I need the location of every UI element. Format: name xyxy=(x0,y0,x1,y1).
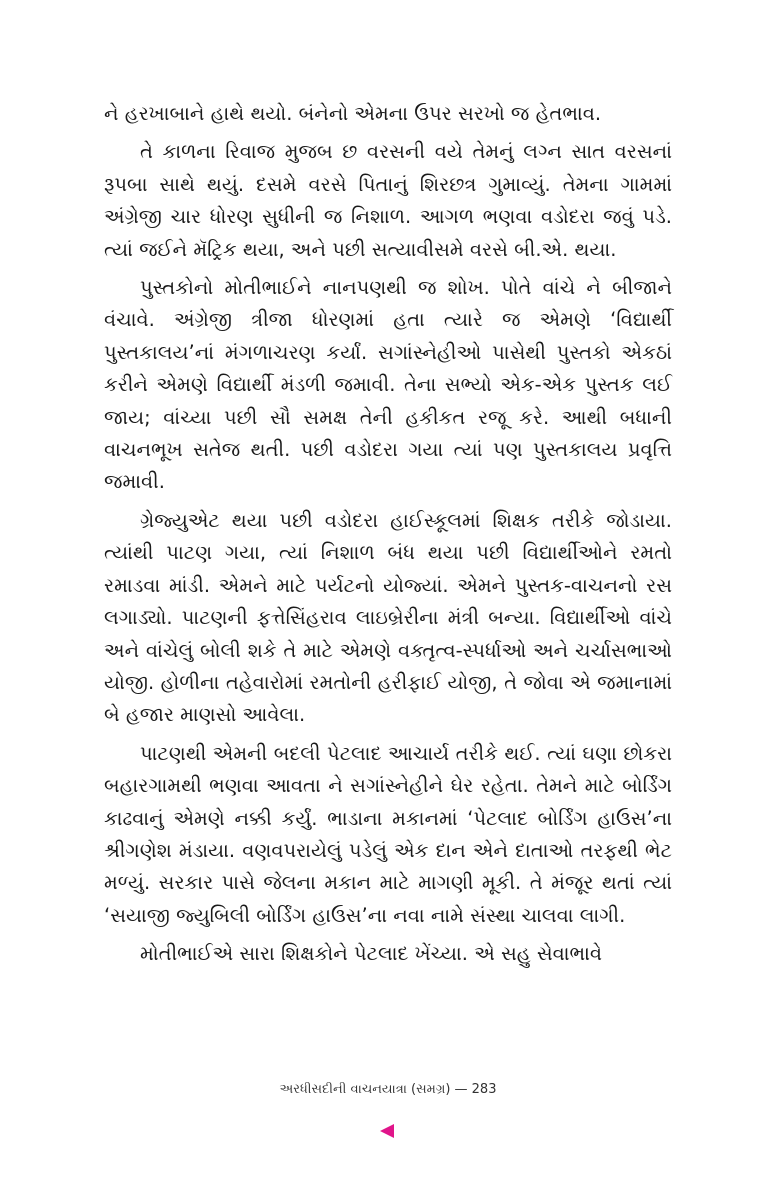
paragraph-2: તે કાળના રિવાજ મુજબ છ વરસની વયે તેમનું લગ્ન સાત વરસનાં રૂપબા સાથે થયું. દસમે વરસે પિતાનું શિરછત્ર ગુમાવ્યું. તેમના ગામમાં અંગ્રેજી ચાર ધોરણ સુધીની જ નિશાળ. આગળ ભણવા વડોદરા જવું પડે. ત્યાં જઈને મૅટ્રિક થયા, અને પછી સત્યાવીસમે વરસે બી.એ. થયા. xyxy=(104,140,672,261)
paragraph-6: મોતીભાઈએ સારા શિક્ષકોને પેટલાદ ખેંચ્યા. એ સહુ સેવાભાવે xyxy=(140,942,603,966)
triangle-left-icon[interactable] xyxy=(380,1124,394,1138)
page-footer: અરધીસદીની વાચનયાત્રા (સમગ્ર) — 283 xyxy=(279,1082,497,1097)
paragraph-3: પુસ્તકોનો મોતીભાઈને નાનપણથી જ શોખ. પોતે વાંચે ને બીજાને વંચાવે. અંગ્રેજી ત્રીજા ધોરણમાં હતા ત્યારે જ એમણે ‘વિદ્યાર્થી પુસ્તકાલય’નાં મંગળાચરણ કર્યાં. સગાંસ્નેહીઓ પાસેથી પુસ્તકો એકઠાં કરીને એમણે વિદ્યાર્થી મંડળી જમાવી. તેના સભ્યો એક-એક પુસ્તક લઈ જાય; વાંચ્યા પછી સૌ સમક્ષ તેની હકીકત રજૂ કરે. આથી બધાની વાચનભૂખ સતેજ થતી. પછી વડોદરા ગયા ત્યાં પણ પુસ્તકાલય પ્રવૃત્તિ જમાવી. xyxy=(104,276,672,494)
paragraph-4: ગ્રેજ્યુએટ થયા પછી વડોદરા હાઈસ્કૂલમાં શિક્ષક તરીકે જોડાયા. ત્યાંથી પાટણ ગયા, ત્યાં નિશાળ બંધ થયા પછી વિદ્યાર્થીઓને રમતો રમાડવા માંડી. એમને માટે પર્યટનો યોજ્યાં. એમને પુસ્તક-વાચનનો રસ લગાડ્યો. પાટણની ફત્તેસિંહરાવ લાઇબ્રેરીના મંત્રી બન્યા. વિદ્યાર્થીઓ વાંચે અને વાંચેલું બોલી શકે તે માટે એમણે વક્તૃત્વ-સ્પર્ધાઓ અને ચર્ચાસભાઓ યોજી. હોળીના તહેવારોમાં રમતોની હરીફાઈ યોજી, તે જોવા એ જમાનામાં બે હજાર માણસો આવેલા. xyxy=(104,508,672,727)
paragraph-1: ને હરખાબાને હાથે થયો. બંનેનો એમના ઉપર સરખો જ હેતભાવ. xyxy=(104,102,602,125)
paragraph-5: પાટણથી એમની બદલી પેટલાદ આચાર્ય તરીકે થઈ. ત્યાં ઘણા છોકરા બહારગામથી ભણવા આવતા ને સગાંસ્નેહીને ઘેર રહેતા. તેમને માટે બોર્ડિંગ કાઢવાનું એમણે નક્કી કર્યું. ભાડાના મકાનમાં ‘પેટલાદ બોર્ડિંગ હાઉસ’ના શ્રીગણેશ મંડાયા. વણવપરાયેલું પડેલું એક દાન એને દાતાઓ તરફથી ભેટ મળ્યું. સરકાર પાસે જેલના મકાન માટે માગણી મૂકી. તે મંજૂર થતાં ત્યાં ‘સયાજી જ્યુબિલી બોર્ડિંગ હાઉસ’ના નવા નામે સંસ્થા ચાલવા લાગી. xyxy=(104,741,672,927)
page-body-text xyxy=(104,98,672,977)
